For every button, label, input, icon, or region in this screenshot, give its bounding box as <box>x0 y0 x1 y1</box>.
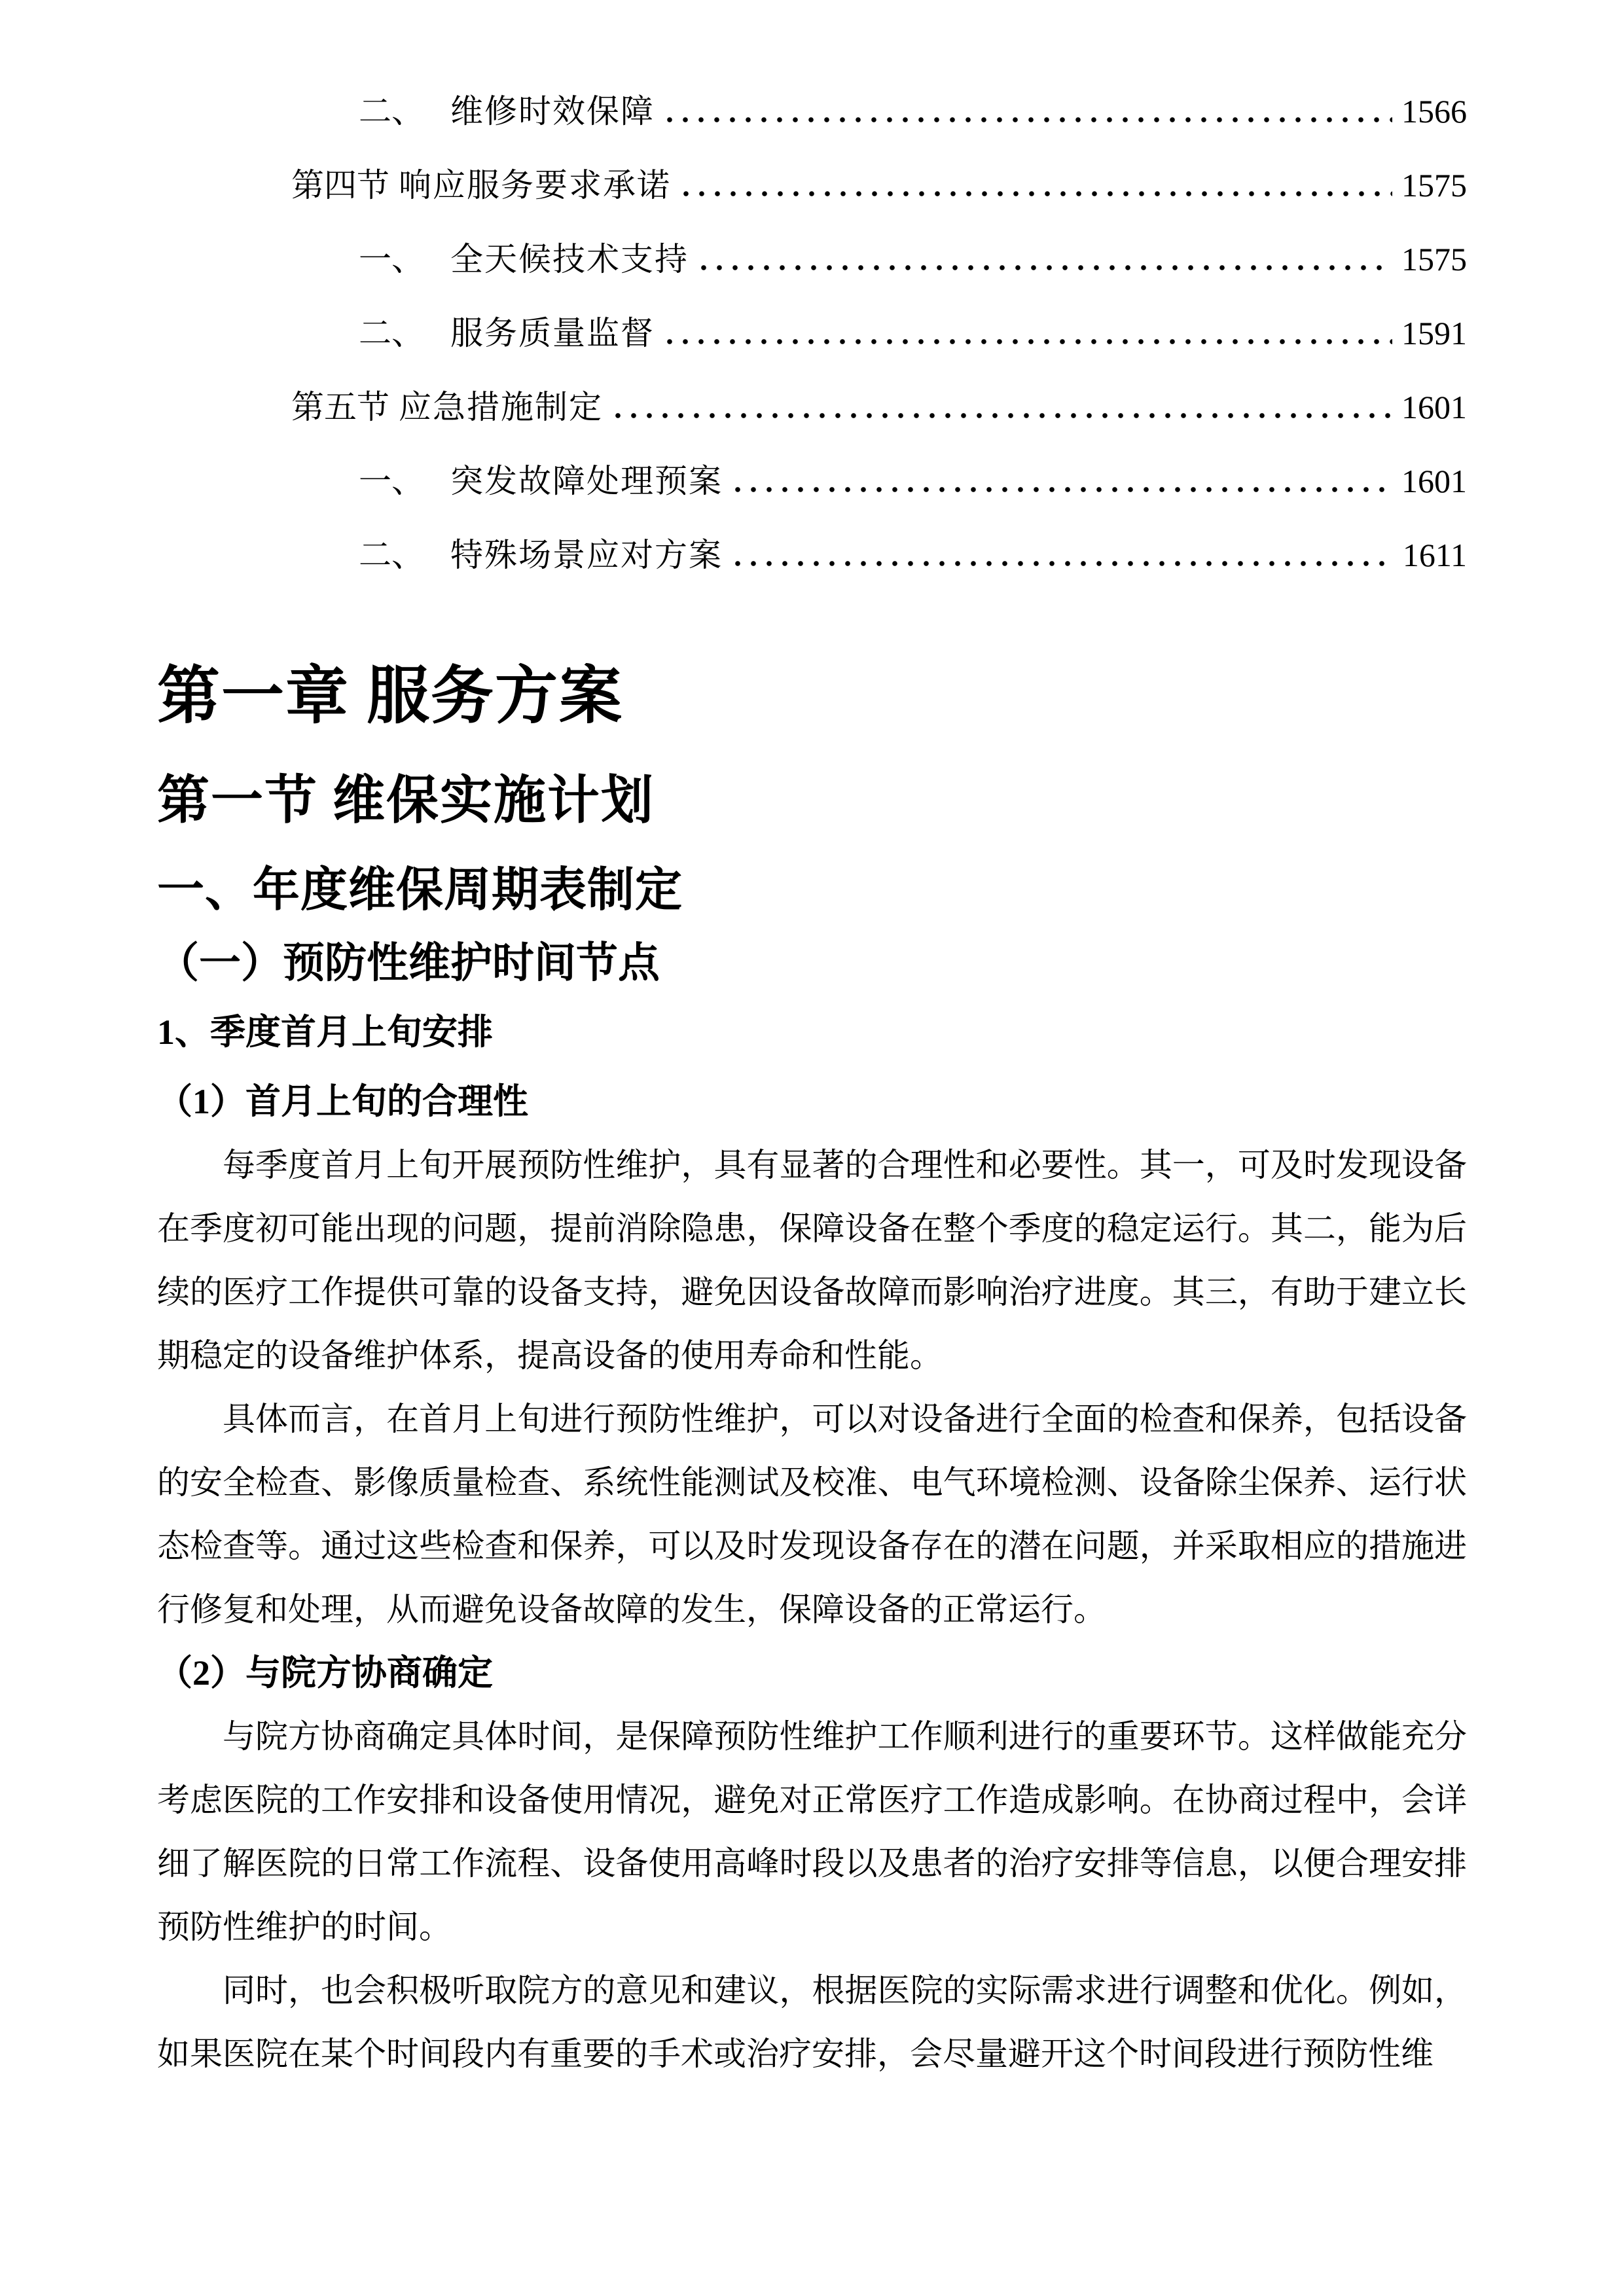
toc-page-number: 1601 <box>1401 389 1467 425</box>
toc-entry <box>157 204 1467 278</box>
point-heading-1: （1）首月上旬的合理性 <box>157 1082 528 1122</box>
toc-entry-number: 第五节 <box>291 389 389 425</box>
toc-entry-number: 第四节 <box>291 167 389 204</box>
toc-entry-number: 一、 <box>359 241 424 278</box>
toc-page-number: 1601 <box>1401 463 1467 499</box>
toc-page-number: 1566 <box>1401 93 1467 130</box>
paragraph-4: 同时，也会积极听取院方的意见和建议，根据医院的实际需求进行调整和优化。例如，如果医院在某个时间段内有重要的手术或治疗安排，会尽量避开这个时间段进行预防性维 <box>157 1972 1467 2073</box>
toc-entry-number: 一、 <box>359 463 424 499</box>
toc-entry <box>157 56 1467 130</box>
toc-entry <box>157 351 1467 425</box>
toc-entry-title: 特殊场景应对方案 <box>450 537 723 573</box>
toc-entry <box>157 425 1467 499</box>
paragraph-3: 与院方协商确定具体时间，是保障预防性维护工作顺利进行的重要环节。这样做能充分考虑医院的工作安排和设备使用情况，避免对正常医疗工作造成影响。在协商过程中，会详细了解医院的日常工作流程、设备使用高峰时段以及患者的治疗安排等信息，以便合理安排预防性维护的时间。 <box>157 1718 1467 1946</box>
item-heading: 1、季度首月上旬安排 <box>157 1013 493 1052</box>
toc-entry <box>157 130 1467 204</box>
toc-entry-title: 全天候技术支持 <box>450 241 689 278</box>
toc-dot-leader <box>734 486 1392 493</box>
toc-entry <box>157 278 1467 351</box>
toc-entry-title: 服务质量监督 <box>450 315 655 351</box>
block-heading: （一）预防性维护时间节点 <box>157 939 660 986</box>
toc-dot-leader <box>666 117 1392 123</box>
toc-page-number: 1611 <box>1402 537 1467 573</box>
table-of-contents <box>157 56 1467 573</box>
toc-page-number: 1575 <box>1401 167 1467 204</box>
toc-dot-leader <box>666 338 1392 345</box>
toc-entry-title: 维修时效保障 <box>450 93 655 130</box>
toc-entry-title: 应急措施制定 <box>399 389 603 425</box>
paragraph-2: 具体而言，在首月上旬进行预防性维护，可以对设备进行全面的检查和保养，包括设备的安全检查、影像质量检查、系统性能测试及校准、电气环境检测、设备除尘保养、运行状态检查等。通过这些检查和保养，可以及时发现设备存在的潜在问题，并采取相应的措施进行修复和处理，从而避免设备故障的发生，保障设备的正常运行。 <box>157 1401 1467 1628</box>
toc-entry-number: 二、 <box>359 537 424 573</box>
paragraph-1: 每季度首月上旬开展预防性维护，具有显著的合理性和必要性。其一，可及时发现设备在季度初可能出现的问题，提前消除隐患，保障设备在整个季度的稳定运行。其二，能为后续的医疗工作提供可靠的设备支持，避免因设备故障而影响治疗进度。其三，有助于建立长期稳定的设备维护体系，提高设备的使用寿命和性能。 <box>157 1147 1467 1374</box>
toc-entry <box>157 499 1467 573</box>
toc-entry-number: 二、 <box>359 93 424 130</box>
toc-entry-number: 二、 <box>359 315 424 351</box>
toc-entry-title: 突发故障处理预案 <box>450 463 723 499</box>
body-text <box>157 1070 1467 2086</box>
chapter-heading: 第一章 服务方案 <box>157 661 623 731</box>
toc-entry-title: 响应服务要求承诺 <box>399 167 671 204</box>
toc-page-number: 1575 <box>1401 241 1467 278</box>
section-heading: 第一节 维保实施计划 <box>157 772 655 831</box>
toc-dot-leader <box>615 412 1392 419</box>
subsection-heading: 一、年度维保周期表制定 <box>157 864 683 917</box>
toc-dot-leader <box>700 264 1392 271</box>
toc-dot-leader <box>734 560 1394 567</box>
toc-page-number: 1591 <box>1401 315 1467 351</box>
toc-dot-leader <box>683 190 1392 197</box>
point-heading-2: （2）与院方协商确定 <box>157 1653 493 1693</box>
